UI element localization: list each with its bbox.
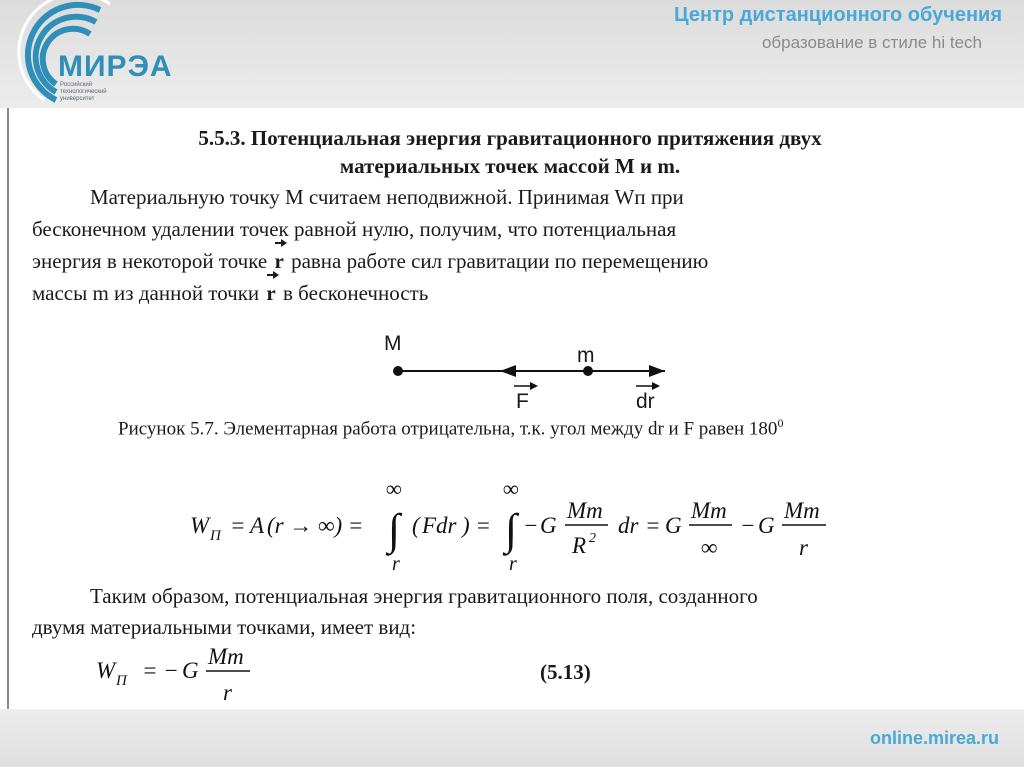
svg-text:G: G — [182, 658, 199, 683]
paragraph-line: массы m из данной точки r в бесконечность — [32, 277, 962, 309]
logo-wordmark: МИРЭА — [58, 50, 173, 83]
svg-text:W: W — [190, 513, 210, 538]
integral-formula — [190, 478, 840, 578]
label-M: M — [384, 332, 402, 355]
svg-text:W: W — [96, 658, 116, 683]
paragraph-line: энергия в некоторой точке r равна работе сил гравитации по перемещению — [32, 245, 962, 277]
svg-text:−: − — [523, 513, 539, 538]
figure-caption: Рисунок 5.7. Элементарная работа отрицательна, т.к. угол между dr и F равен $180^0$ — [118, 416, 784, 440]
svg-text:r: r — [799, 535, 808, 560]
brand-title: Центр дистанционного обучения — [674, 4, 1002, 26]
svg-text:∞: ∞ — [503, 478, 519, 501]
svg-text:A: A — [250, 513, 265, 538]
svg-text:G: G — [758, 513, 775, 538]
svg-text:= −: = − — [142, 658, 179, 683]
mirea-logo — [0, 0, 190, 108]
svg-text:∞: ∞ — [701, 535, 718, 560]
paragraph-line: двумя материальными точками, имеет вид: — [32, 615, 417, 639]
svg-text:2: 2 — [589, 531, 596, 546]
left-divider — [7, 108, 9, 709]
vector-r: r — [264, 277, 277, 309]
figure-diagram — [370, 330, 690, 420]
svg-text:R: R — [572, 533, 587, 558]
svg-text:∫: ∫ — [388, 505, 401, 554]
potential-energy-formula — [96, 640, 296, 710]
svg-text:Mm: Mm — [691, 498, 727, 523]
vector-r: r — [272, 245, 285, 277]
svg-text:Mm: Mm — [208, 644, 244, 669]
point-M — [393, 366, 403, 376]
label-m: m — [577, 344, 595, 367]
paragraph-line: Материальную точку М считаем неподвижной. Принимая Wп при — [90, 185, 684, 209]
label-dr: dr — [636, 390, 655, 413]
svg-text:П: П — [116, 673, 127, 689]
svg-text:r: r — [223, 680, 232, 705]
brand-subtitle: образование в стиле hi tech — [761, 33, 982, 52]
svg-text:П: П — [210, 528, 221, 544]
dr-arrowhead — [649, 365, 665, 377]
section-heading-line2: материальных точек массой М и m. — [339, 154, 681, 178]
site-url[interactable]: online.mirea.ru — [869, 728, 999, 748]
svg-text:dr: dr — [618, 513, 639, 538]
svg-text:Mm: Mm — [784, 498, 820, 523]
svg-text:(: ( — [412, 513, 420, 538]
svg-text:r: r — [509, 553, 517, 575]
paragraph-line: Таким образом, потенциальная энергия гравитационного поля, созданного — [90, 584, 758, 608]
equation-number: (5.13) — [540, 660, 591, 684]
svg-text:∞: ∞ — [386, 478, 402, 501]
logo-subtitle: Российский технологический университет — [60, 82, 107, 102]
svg-text:r: r — [392, 553, 400, 575]
svg-text:∫: ∫ — [505, 505, 518, 554]
paragraph-line: бесконечном удалении точек равной нулю, получим, что потенциальная — [32, 217, 677, 241]
svg-text:) =: ) = — [462, 513, 491, 538]
svg-text:=: = — [645, 513, 661, 538]
svg-text:G: G — [665, 513, 682, 538]
svg-text:−: − — [740, 513, 756, 538]
force-arrowhead — [500, 365, 516, 377]
svg-text:(r → ∞) =: (r → ∞) = — [267, 513, 364, 538]
svg-text:G: G — [540, 513, 557, 538]
svg-text:Mm: Mm — [567, 498, 603, 523]
label-F: F — [516, 390, 529, 413]
section-heading-line1: 5.5.3. Потенциальная энергия гравитационного притяжения двух — [198, 126, 822, 150]
svg-text:Fdr: Fdr — [422, 513, 457, 538]
svg-text:=: = — [230, 513, 246, 538]
